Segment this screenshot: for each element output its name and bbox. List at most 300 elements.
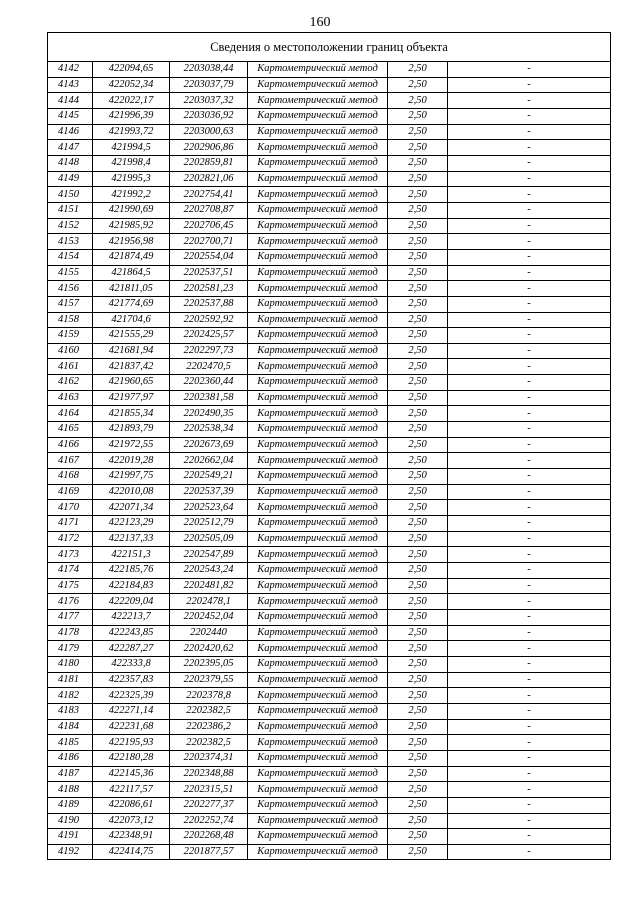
table-body	[48, 62, 611, 860]
point-number-cell: 4152	[48, 218, 93, 234]
table-row	[48, 516, 611, 532]
accuracy-cell: 2,50	[388, 469, 448, 485]
description-cell: -	[448, 218, 611, 234]
table-row	[48, 735, 611, 751]
x-coordinate-cell: 422333,8	[93, 656, 170, 672]
y-coordinate-cell: 2202386,2	[170, 719, 248, 735]
accuracy-cell: 2,50	[388, 844, 448, 860]
table-row	[48, 641, 611, 657]
method-cell: Картометрический метод	[248, 453, 388, 469]
x-coordinate-cell: 422357,83	[93, 672, 170, 688]
accuracy-cell: 2,50	[388, 437, 448, 453]
y-coordinate-cell: 2202420,62	[170, 641, 248, 657]
method-cell: Картометрический метод	[248, 469, 388, 485]
table-row	[48, 829, 611, 845]
y-coordinate-cell: 2203037,32	[170, 93, 248, 109]
y-coordinate-cell: 2202537,39	[170, 484, 248, 500]
x-coordinate-cell: 422073,12	[93, 813, 170, 829]
method-cell: Картометрический метод	[248, 797, 388, 813]
y-coordinate-cell: 2202481,82	[170, 578, 248, 594]
table-row	[48, 813, 611, 829]
point-number-cell: 4168	[48, 469, 93, 485]
y-coordinate-cell: 2202706,45	[170, 218, 248, 234]
method-cell: Картометрический метод	[248, 265, 388, 281]
description-cell: -	[448, 625, 611, 641]
method-cell: Картометрический метод	[248, 750, 388, 766]
x-coordinate-cell: 422086,61	[93, 797, 170, 813]
x-coordinate-cell: 422243,85	[93, 625, 170, 641]
x-coordinate-cell: 422185,76	[93, 563, 170, 579]
accuracy-cell: 2,50	[388, 202, 448, 218]
y-coordinate-cell: 2202425,57	[170, 328, 248, 344]
table-row	[48, 766, 611, 782]
point-number-cell: 4162	[48, 375, 93, 391]
accuracy-cell: 2,50	[388, 234, 448, 250]
accuracy-cell: 2,50	[388, 343, 448, 359]
y-coordinate-cell: 2202382,5	[170, 735, 248, 751]
point-number-cell: 4154	[48, 249, 93, 265]
y-coordinate-cell: 2202315,51	[170, 782, 248, 798]
method-cell: Картометрический метод	[248, 641, 388, 657]
method-cell: Картометрический метод	[248, 422, 388, 438]
table-row	[48, 625, 611, 641]
accuracy-cell: 2,50	[388, 797, 448, 813]
description-cell: -	[448, 469, 611, 485]
x-coordinate-cell: 422022,17	[93, 93, 170, 109]
table-row	[48, 531, 611, 547]
accuracy-cell: 2,50	[388, 531, 448, 547]
y-coordinate-cell: 2202543,24	[170, 563, 248, 579]
y-coordinate-cell: 2202708,87	[170, 202, 248, 218]
description-cell: -	[448, 563, 611, 579]
x-coordinate-cell: 422071,34	[93, 500, 170, 516]
table-row	[48, 594, 611, 610]
x-coordinate-cell: 422145,36	[93, 766, 170, 782]
accuracy-cell: 2,50	[388, 390, 448, 406]
x-coordinate-cell: 422019,28	[93, 453, 170, 469]
table-row	[48, 93, 611, 109]
x-coordinate-cell: 422137,33	[93, 531, 170, 547]
x-coordinate-cell: 422094,65	[93, 62, 170, 78]
method-cell: Картометрический метод	[248, 218, 388, 234]
description-cell: -	[448, 187, 611, 203]
table-row	[48, 202, 611, 218]
point-number-cell: 4183	[48, 703, 93, 719]
point-number-cell: 4192	[48, 844, 93, 860]
y-coordinate-cell: 2203037,79	[170, 77, 248, 93]
table-row	[48, 453, 611, 469]
table-row	[48, 563, 611, 579]
y-coordinate-cell: 2203000,63	[170, 124, 248, 140]
method-cell: Картометрический метод	[248, 516, 388, 532]
y-coordinate-cell: 2202277,37	[170, 797, 248, 813]
x-coordinate-cell: 421985,92	[93, 218, 170, 234]
y-coordinate-cell: 2202554,04	[170, 249, 248, 265]
table-row	[48, 688, 611, 704]
description-cell: -	[448, 797, 611, 813]
table-row	[48, 312, 611, 328]
x-coordinate-cell: 422287,27	[93, 641, 170, 657]
method-cell: Картометрический метод	[248, 578, 388, 594]
accuracy-cell: 2,50	[388, 140, 448, 156]
y-coordinate-cell: 2202440	[170, 625, 248, 641]
method-cell: Картометрический метод	[248, 281, 388, 297]
method-cell: Картометрический метод	[248, 171, 388, 187]
accuracy-cell: 2,50	[388, 782, 448, 798]
description-cell: -	[448, 735, 611, 751]
x-coordinate-cell: 421774,69	[93, 296, 170, 312]
accuracy-cell: 2,50	[388, 218, 448, 234]
description-cell: -	[448, 62, 611, 78]
x-coordinate-cell: 421555,29	[93, 328, 170, 344]
x-coordinate-cell: 421960,65	[93, 375, 170, 391]
description-cell: -	[448, 516, 611, 532]
table-row	[48, 782, 611, 798]
description-cell: -	[448, 641, 611, 657]
method-cell: Картометрический метод	[248, 829, 388, 845]
accuracy-cell: 2,50	[388, 108, 448, 124]
y-coordinate-cell: 2202297,73	[170, 343, 248, 359]
point-number-cell: 4149	[48, 171, 93, 187]
point-number-cell: 4148	[48, 155, 93, 171]
y-coordinate-cell: 2202252,74	[170, 813, 248, 829]
table-row	[48, 750, 611, 766]
accuracy-cell: 2,50	[388, 829, 448, 845]
description-cell: -	[448, 328, 611, 344]
description-cell: -	[448, 578, 611, 594]
x-coordinate-cell: 421837,42	[93, 359, 170, 375]
description-cell: -	[448, 547, 611, 563]
point-number-cell: 4157	[48, 296, 93, 312]
y-coordinate-cell: 2202452,04	[170, 609, 248, 625]
x-coordinate-cell: 422117,57	[93, 782, 170, 798]
description-cell: -	[448, 813, 611, 829]
table-row	[48, 656, 611, 672]
x-coordinate-cell: 421977,97	[93, 390, 170, 406]
table-row	[48, 77, 611, 93]
method-cell: Картометрический метод	[248, 296, 388, 312]
x-coordinate-cell: 421990,69	[93, 202, 170, 218]
description-cell: -	[448, 77, 611, 93]
table-row	[48, 296, 611, 312]
y-coordinate-cell: 2202537,88	[170, 296, 248, 312]
accuracy-cell: 2,50	[388, 453, 448, 469]
point-number-cell: 4174	[48, 563, 93, 579]
method-cell: Картометрический метод	[248, 500, 388, 516]
x-coordinate-cell: 422195,93	[93, 735, 170, 751]
point-number-cell: 4187	[48, 766, 93, 782]
description-cell: -	[448, 155, 611, 171]
y-coordinate-cell: 2202673,69	[170, 437, 248, 453]
table-row	[48, 218, 611, 234]
description-cell: -	[448, 782, 611, 798]
description-cell: -	[448, 93, 611, 109]
description-cell: -	[448, 140, 611, 156]
point-number-cell: 4165	[48, 422, 93, 438]
accuracy-cell: 2,50	[388, 516, 448, 532]
description-cell: -	[448, 406, 611, 422]
table-row	[48, 108, 611, 124]
accuracy-cell: 2,50	[388, 249, 448, 265]
method-cell: Картометрический метод	[248, 234, 388, 250]
x-coordinate-cell: 421998,4	[93, 155, 170, 171]
y-coordinate-cell: 2202662,04	[170, 453, 248, 469]
y-coordinate-cell: 2202549,21	[170, 469, 248, 485]
y-coordinate-cell: 2202505,09	[170, 531, 248, 547]
point-number-cell: 4188	[48, 782, 93, 798]
method-cell: Картометрический метод	[248, 108, 388, 124]
description-cell: -	[448, 531, 611, 547]
point-number-cell: 4169	[48, 484, 93, 500]
method-cell: Картометрический метод	[248, 187, 388, 203]
y-coordinate-cell: 2202478,1	[170, 594, 248, 610]
accuracy-cell: 2,50	[388, 609, 448, 625]
table-row	[48, 719, 611, 735]
method-cell: Картометрический метод	[248, 437, 388, 453]
description-cell: -	[448, 171, 611, 187]
y-coordinate-cell: 2202348,88	[170, 766, 248, 782]
y-coordinate-cell: 2202395,05	[170, 656, 248, 672]
description-cell: -	[448, 750, 611, 766]
x-coordinate-cell: 421893,79	[93, 422, 170, 438]
table-row	[48, 797, 611, 813]
y-coordinate-cell: 2201877,57	[170, 844, 248, 860]
method-cell: Картометрический метод	[248, 312, 388, 328]
x-coordinate-cell: 421704,6	[93, 312, 170, 328]
x-coordinate-cell: 422052,34	[93, 77, 170, 93]
y-coordinate-cell: 2202374,31	[170, 750, 248, 766]
point-number-cell: 4147	[48, 140, 93, 156]
method-cell: Картометрический метод	[248, 155, 388, 171]
x-coordinate-cell: 421995,3	[93, 171, 170, 187]
point-number-cell: 4161	[48, 359, 93, 375]
accuracy-cell: 2,50	[388, 93, 448, 109]
method-cell: Картометрический метод	[248, 719, 388, 735]
x-coordinate-cell: 421956,98	[93, 234, 170, 250]
method-cell: Картометрический метод	[248, 656, 388, 672]
accuracy-cell: 2,50	[388, 719, 448, 735]
table-row	[48, 249, 611, 265]
accuracy-cell: 2,50	[388, 187, 448, 203]
accuracy-cell: 2,50	[388, 750, 448, 766]
point-number-cell: 4189	[48, 797, 93, 813]
x-coordinate-cell: 421972,55	[93, 437, 170, 453]
description-cell: -	[448, 500, 611, 516]
accuracy-cell: 2,50	[388, 155, 448, 171]
description-cell: -	[448, 249, 611, 265]
accuracy-cell: 2,50	[388, 359, 448, 375]
point-number-cell: 4182	[48, 688, 93, 704]
method-cell: Картометрический метод	[248, 343, 388, 359]
point-number-cell: 4177	[48, 609, 93, 625]
point-number-cell: 4153	[48, 234, 93, 250]
accuracy-cell: 2,50	[388, 688, 448, 704]
description-cell: -	[448, 343, 611, 359]
table-title: Сведения о местоположении границ объекта	[48, 33, 611, 62]
page-number: 160	[309, 15, 331, 30]
method-cell: Картометрический метод	[248, 594, 388, 610]
table-row	[48, 375, 611, 391]
table-row	[48, 547, 611, 563]
table-row	[48, 140, 611, 156]
method-cell: Картометрический метод	[248, 140, 388, 156]
table-row	[48, 578, 611, 594]
table-row	[48, 703, 611, 719]
description-cell: -	[448, 296, 611, 312]
point-number-cell: 4158	[48, 312, 93, 328]
x-coordinate-cell: 421994,5	[93, 140, 170, 156]
table-row	[48, 62, 611, 78]
method-cell: Картометрический метод	[248, 328, 388, 344]
accuracy-cell: 2,50	[388, 375, 448, 391]
accuracy-cell: 2,50	[388, 563, 448, 579]
point-number-cell: 4172	[48, 531, 93, 547]
description-cell: -	[448, 202, 611, 218]
method-cell: Картометрический метод	[248, 531, 388, 547]
method-cell: Картометрический метод	[248, 703, 388, 719]
x-coordinate-cell: 422231,68	[93, 719, 170, 735]
method-cell: Картометрический метод	[248, 390, 388, 406]
point-number-cell: 4180	[48, 656, 93, 672]
accuracy-cell: 2,50	[388, 296, 448, 312]
y-coordinate-cell: 2202754,41	[170, 187, 248, 203]
accuracy-cell: 2,50	[388, 484, 448, 500]
description-cell: -	[448, 124, 611, 140]
accuracy-cell: 2,50	[388, 766, 448, 782]
table-row	[48, 187, 611, 203]
boundary-coordinates-table	[47, 32, 611, 860]
method-cell: Картометрический метод	[248, 609, 388, 625]
table-row	[48, 500, 611, 516]
y-coordinate-cell: 2202538,34	[170, 422, 248, 438]
point-number-cell: 4146	[48, 124, 93, 140]
point-number-cell: 4144	[48, 93, 93, 109]
point-number-cell: 4175	[48, 578, 93, 594]
description-cell: -	[448, 453, 611, 469]
point-number-cell: 4170	[48, 500, 93, 516]
x-coordinate-cell: 421997,75	[93, 469, 170, 485]
point-number-cell: 4185	[48, 735, 93, 751]
y-coordinate-cell: 2202378,8	[170, 688, 248, 704]
table-row	[48, 484, 611, 500]
table-row	[48, 124, 611, 140]
description-cell: -	[448, 609, 611, 625]
x-coordinate-cell: 422414,75	[93, 844, 170, 860]
method-cell: Картометрический метод	[248, 406, 388, 422]
method-cell: Картометрический метод	[248, 77, 388, 93]
method-cell: Картометрический метод	[248, 249, 388, 265]
x-coordinate-cell: 422184,83	[93, 578, 170, 594]
description-cell: -	[448, 703, 611, 719]
accuracy-cell: 2,50	[388, 813, 448, 829]
x-coordinate-cell: 422209,04	[93, 594, 170, 610]
accuracy-cell: 2,50	[388, 124, 448, 140]
method-cell: Картометрический метод	[248, 813, 388, 829]
point-number-cell: 4151	[48, 202, 93, 218]
method-cell: Картометрический метод	[248, 62, 388, 78]
accuracy-cell: 2,50	[388, 312, 448, 328]
x-coordinate-cell: 421855,34	[93, 406, 170, 422]
method-cell: Картометрический метод	[248, 202, 388, 218]
accuracy-cell: 2,50	[388, 578, 448, 594]
description-cell: -	[448, 829, 611, 845]
point-number-cell: 4143	[48, 77, 93, 93]
x-coordinate-cell: 422348,91	[93, 829, 170, 845]
point-number-cell: 4190	[48, 813, 93, 829]
table-row	[48, 359, 611, 375]
description-cell: -	[448, 437, 611, 453]
table-row	[48, 406, 611, 422]
table-row	[48, 171, 611, 187]
point-number-cell: 4184	[48, 719, 93, 735]
method-cell: Картометрический метод	[248, 93, 388, 109]
x-coordinate-cell: 422180,28	[93, 750, 170, 766]
table-row	[48, 422, 611, 438]
table-row	[48, 155, 611, 171]
description-cell: -	[448, 375, 611, 391]
method-cell: Картометрический метод	[248, 672, 388, 688]
y-coordinate-cell: 2202268,48	[170, 829, 248, 845]
table-row	[48, 672, 611, 688]
point-number-cell: 4142	[48, 62, 93, 78]
y-coordinate-cell: 2202581,23	[170, 281, 248, 297]
accuracy-cell: 2,50	[388, 547, 448, 563]
accuracy-cell: 2,50	[388, 328, 448, 344]
y-coordinate-cell: 2202859,81	[170, 155, 248, 171]
description-cell: -	[448, 594, 611, 610]
description-cell: -	[448, 265, 611, 281]
method-cell: Картометрический метод	[248, 563, 388, 579]
method-cell: Картометрический метод	[248, 359, 388, 375]
table-row	[48, 328, 611, 344]
accuracy-cell: 2,50	[388, 641, 448, 657]
accuracy-cell: 2,50	[388, 171, 448, 187]
y-coordinate-cell: 2202547,89	[170, 547, 248, 563]
point-number-cell: 4191	[48, 829, 93, 845]
point-number-cell: 4166	[48, 437, 93, 453]
x-coordinate-cell: 422325,39	[93, 688, 170, 704]
table-row	[48, 609, 611, 625]
y-coordinate-cell: 2202360,44	[170, 375, 248, 391]
x-coordinate-cell: 421864,5	[93, 265, 170, 281]
point-number-cell: 4178	[48, 625, 93, 641]
point-number-cell: 4150	[48, 187, 93, 203]
accuracy-cell: 2,50	[388, 500, 448, 516]
description-cell: -	[448, 312, 611, 328]
x-coordinate-cell: 421992,2	[93, 187, 170, 203]
point-number-cell: 4159	[48, 328, 93, 344]
point-number-cell: 4145	[48, 108, 93, 124]
table-row	[48, 390, 611, 406]
y-coordinate-cell: 2202700,71	[170, 234, 248, 250]
x-coordinate-cell: 421996,39	[93, 108, 170, 124]
table-row	[48, 234, 611, 250]
accuracy-cell: 2,50	[388, 594, 448, 610]
accuracy-cell: 2,50	[388, 422, 448, 438]
description-cell: -	[448, 844, 611, 860]
method-cell: Картометрический метод	[248, 484, 388, 500]
accuracy-cell: 2,50	[388, 281, 448, 297]
y-coordinate-cell: 2202537,51	[170, 265, 248, 281]
method-cell: Картометрический метод	[248, 782, 388, 798]
method-cell: Картометрический метод	[248, 547, 388, 563]
point-number-cell: 4160	[48, 343, 93, 359]
table-row	[48, 437, 611, 453]
method-cell: Картометрический метод	[248, 688, 388, 704]
y-coordinate-cell: 2202906,86	[170, 140, 248, 156]
accuracy-cell: 2,50	[388, 672, 448, 688]
description-cell: -	[448, 281, 611, 297]
